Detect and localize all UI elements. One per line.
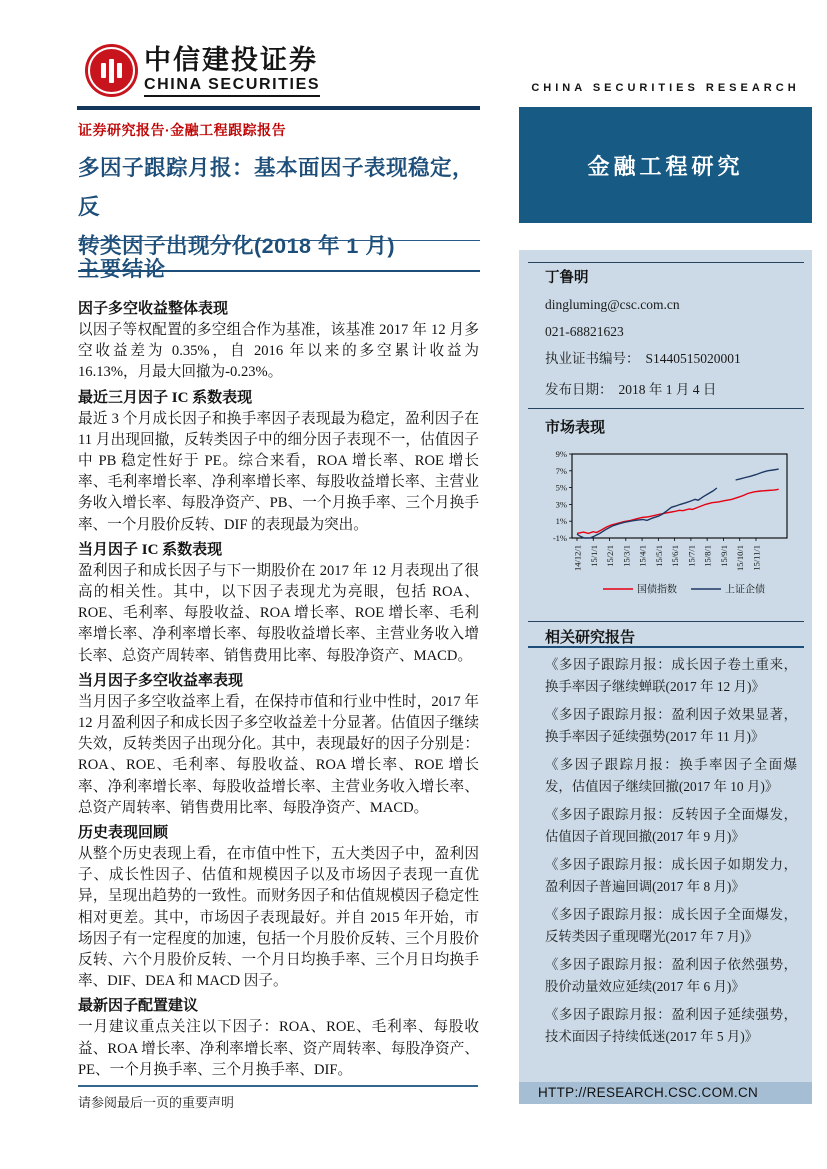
x-tick-label: 15/6/1: [670, 545, 681, 567]
license-number: S1440515020001: [645, 351, 741, 366]
market-chart: [531, 442, 803, 602]
related-report-item[interactable]: 《多因子跟踪月报：反转因子全面爆发，估值因子首现回撤(2017 年 9 月)》: [545, 807, 797, 844]
company-name-en: CHINA SECURITIES: [144, 76, 320, 97]
plot-border: [572, 454, 787, 538]
title-divider: [78, 240, 480, 241]
company-logo-text: [144, 44, 320, 97]
publish-date-value: 2018 年 1 月 4 日: [618, 382, 717, 397]
analyst-email[interactable]: dingluming@csc.com.cn: [545, 297, 680, 312]
x-tick-label: 15/2/1: [605, 545, 616, 567]
y-tick-label: 7%: [555, 465, 567, 476]
related-report-item[interactable]: 《多因子跟踪月报：成长因子卷土重来，换手率因子继续蝉联(2017 年 12 月)》: [545, 657, 797, 694]
report-section: [78, 541, 479, 667]
report-title-line2: 转类因子出现分化(2018 年 1 月): [78, 234, 396, 258]
research-url-bar[interactable]: HTTP://RESEARCH.CSC.COM.CN: [519, 1082, 812, 1104]
legend-label: 上证企债: [725, 584, 765, 596]
section-heading: 最近三月因子 IC 系数表现: [78, 389, 253, 406]
x-tick-label: 15/3/1: [621, 545, 632, 567]
company-logo-icon: [85, 44, 138, 97]
analyst-phone: 021-68821623: [545, 324, 624, 339]
report-section: [78, 672, 479, 819]
footer-rule: [78, 1085, 478, 1087]
sidebar-panel: [519, 250, 812, 1082]
report-category: 证券研究报告·金融工程跟踪报告: [78, 122, 287, 138]
section-heading: 当月因子多空收益率表现: [78, 672, 244, 689]
related-report-item[interactable]: 《多因子跟踪月报：成长因子如期发力，盈利因子普遍回调(2017 年 8 月)》: [545, 857, 797, 894]
related-reports-list: [545, 654, 797, 1054]
related-report-item[interactable]: 《多因子跟踪月报：成长因子全面爆发，反转类因子重现曙光(2017 年 7 月)》: [545, 907, 797, 944]
department-banner-label: 金融工程研究: [587, 153, 744, 179]
series-line: [736, 469, 779, 480]
footer-disclaimer: 请参阅最后一页的重要声明: [78, 1095, 235, 1110]
section-heading: 因子多空收益整体表现: [78, 301, 229, 317]
report-title-line1: 多因子跟踪月报：基本面因子表现稳定，反: [78, 156, 475, 219]
related-report-item[interactable]: 《多因子跟踪月报：换手率因子全面爆发，估值因子继续回撤(2017 年 10 月)》: [545, 757, 797, 794]
publish-date-label: 发布日期：: [545, 382, 613, 397]
department-banner: [519, 107, 812, 223]
report-section: [78, 824, 479, 992]
x-tick-label: 15/5/1: [653, 545, 664, 567]
y-tick-label: 1%: [555, 516, 567, 527]
y-tick-label: -1%: [552, 533, 567, 543]
section-body: 最近 3 个月成长因子和换手率因子表现最为稳定，盈利因子在 11 月出现回撤，反转类因子中的细分因子表现不一，估值因子中 PB 稳定性好于 PE。综合来看，ROA 增长率、ROE 增长率、毛利率增长率、净利率增长率、每股收益增长率、主营业务收入增长率、每股净资产、PB、一个月换手率、三个月换手率、一个月股价反转、DIF 的表现最为突出。: [78, 410, 479, 533]
separator: [528, 408, 804, 409]
section-body: 以因子等权配置的多空组合作为基准，该基准 2017 年 12 月多空收益差为 0.35%，自 2016 年以来的多空累计收益为 16.13%，月最大回撤为-0.23%。: [78, 322, 479, 381]
related-report-item[interactable]: 《多因子跟踪月报：盈利因子效果显著，换手率因子延续强势(2017 年 11 月)》: [545, 707, 797, 744]
separator: [528, 621, 804, 622]
header-rule: [77, 106, 480, 110]
related-heading-underline: [528, 646, 804, 648]
section-heading: 最新因子配置建议: [78, 998, 199, 1015]
market-performance-heading: 市场表现: [545, 420, 606, 436]
related-reports-heading: 相关研究报告: [545, 630, 636, 646]
analyst-license: [545, 350, 795, 368]
related-report-item[interactable]: 《多因子跟踪月报：盈利因子依然强势，股价动量效应延续(2017 年 6 月)》: [545, 957, 797, 994]
section-heading: 当月因子 IC 系数表现: [78, 541, 223, 558]
analyst-block: [545, 266, 795, 408]
y-tick-label: 3%: [555, 499, 567, 510]
report-section: [78, 997, 479, 1081]
section-body: 盈利因子和成长因子与下一期股价在 2017 年 12 月表现出了很高的相关性。其中，以下因子表现尤为亮眼，包括 ROA、ROE、毛利率、每股收益、ROA 增长率、ROE 增长率、毛利率增长率、净利率增长率、每股收益增长率、主营业务收入增长率、总资产周转率、销售费用比率、每股净资产、MACD。: [78, 562, 479, 664]
section-heading: 历史表现回顾: [78, 825, 169, 842]
main-heading: 主要结论: [78, 258, 166, 281]
research-caption: CHINA SECURITIES RESEARCH: [531, 82, 800, 94]
y-tick-label: 5%: [555, 482, 567, 493]
related-report-item[interactable]: 《多因子跟踪月报：盈利因子延续强势，技术面因子持续低迷(2017 年 5 月)》: [545, 1007, 797, 1044]
x-tick-label: 15/8/1: [702, 545, 713, 567]
publish-date-row: [545, 381, 795, 399]
license-label: 执业证书编号：: [545, 351, 640, 366]
x-tick-label: 15/4/1: [637, 545, 648, 567]
x-tick-label: 15/10/1: [735, 545, 746, 571]
section-body: 从整个历史表现上看，在市值中性下，五大类因子中，盈利因子、成长性因子、估值和规模因子以及市场因子表现一直优异，呈现出趋势的一致性。而财务因子和估值规模因子稳定性相对更差。其中，市场因子表现最好。并自 2015 年开始，市场因子有一定程度的加速，包括一个月股价反转、三个月股价反转、六个月股价反转、一个月日均换手率、三个月日均换手率、DIF、DEA 和 MACD 因子。: [78, 846, 479, 990]
separator: [528, 262, 804, 263]
series-line: [577, 489, 779, 533]
report-section: [78, 300, 479, 384]
x-tick-label: 15/9/1: [718, 545, 729, 567]
x-tick-label: 14/12/1: [572, 545, 583, 571]
x-tick-label: 15/7/1: [686, 545, 697, 567]
x-tick-label: 15/11/1: [751, 545, 762, 571]
section-body: 当月因子多空收益率上看，在保持市值和行业中性时，2017 年 12 月盈利因子和成长因子多空收益差十分显著。估值因子继续失效，反转类因子出现分化。其中，表现最好的因子分别是：ROA、ROE、毛利率、每股收益、ROA 增长率、ROE 增长率、净利率增长率、每股收益增长率、主营业务收入增长率、总资产周转率、销售费用比率、每股净资产、MACD。: [78, 693, 479, 816]
company-name-cn: 中信建投证券: [144, 45, 318, 75]
x-tick-label: 15/1/1: [588, 545, 599, 567]
section-body: 一月建议重点关注以下因子：ROA、ROE、毛利率、每股收益、ROA 增长率、净利率增长率、资产周转率、每股净资产、PE、一个月换手率、三个月换手率、DIF。: [78, 1019, 479, 1078]
legend-label: 国债指数: [637, 584, 677, 596]
y-tick-label: 9%: [555, 449, 567, 459]
series-line: [577, 488, 717, 538]
report-section: [78, 389, 479, 536]
analyst-name: 丁鲁明: [545, 270, 589, 286]
report-sections: [78, 300, 479, 1086]
logo-columns-icon: [85, 44, 138, 97]
